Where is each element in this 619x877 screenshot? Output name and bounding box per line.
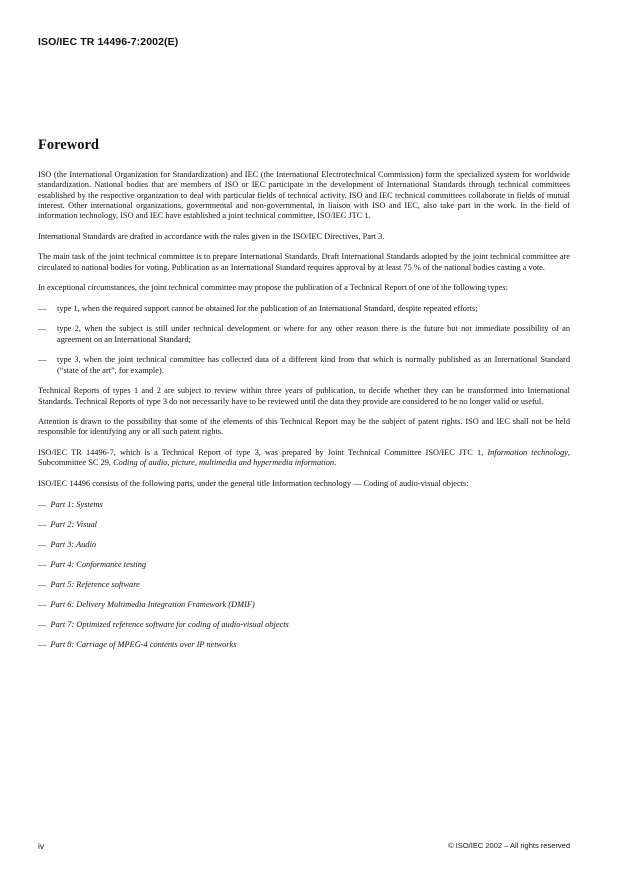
dash-marker: —: [38, 559, 47, 569]
part-item: [38, 620, 570, 630]
part-item-text: Part 3: Audio: [50, 539, 97, 549]
parts-list: [38, 500, 570, 651]
part-item: [38, 560, 570, 570]
part-item: [38, 580, 570, 590]
prepared-text: .: [334, 458, 337, 468]
dash-marker: —: [38, 355, 47, 365]
copyright-notice: © ISO/IEC 2002 – All rights reserved: [448, 841, 570, 850]
paragraph-prepared-by: [38, 448, 570, 469]
part-item: [38, 540, 570, 550]
part-item-text: Part 1: Systems: [50, 499, 103, 509]
prepared-text: , Subcommittee SC 29,: [38, 448, 570, 468]
dash-marker: —: [38, 600, 47, 610]
part-item-text: Part 6: Delivery Multimedia Integration Framework (DMIF): [50, 600, 255, 610]
dash-marker: —: [38, 539, 47, 549]
prepared-text: ISO/IEC TR 14496-7, which is a Technical Report of type 3, was prepared by Joint Technical Committee ISO/IEC JTC 1,: [38, 448, 488, 458]
dash-marker: —: [38, 580, 47, 590]
page-title: Foreword: [38, 137, 99, 153]
dash-marker: —: [38, 324, 47, 334]
part-item: [38, 520, 570, 530]
type-item-text: type 1, when the required support cannot be obtained for the publication of an International Standard, despite repeated efforts;: [57, 303, 478, 313]
paragraph-exceptional: In exceptional circumstances, the joint technical committee may propose the publication of a Technical Report of one of the following types:: [38, 283, 508, 293]
dash-marker: —: [38, 499, 47, 509]
paragraph-review: Technical Reports of types 1 and 2 are subject to review within three years of publication, to decide whether they can be transformed into International Standards. Technical Reports of type 3 do not necessarily have to be reviewed until the data they provide are considered to be no longer valid or useful.: [38, 386, 570, 406]
part-item-text: Part 4: Conformance testing: [50, 559, 147, 569]
part-item-text: Part 2: Visual: [50, 519, 98, 529]
foreword-body: [38, 170, 570, 661]
part-item: [38, 500, 570, 510]
prepared-italic-subcommittee: Coding of audio, picture, multimedia and hypermedia information: [113, 458, 335, 468]
paragraph-parts-intro: ISO/IEC 14496 consists of the following parts, under the general title Information technology — Coding of audio-visual objects:: [38, 478, 469, 488]
paragraph-directives: International Standards are drafted in accordance with the rules given in the ISO/IEC Directives, Part 3.: [38, 231, 385, 241]
paragraph-patent: Attention is drawn to the possibility that some of the elements of this Technical Report may be the subject of patent rights. ISO and IEC shall not be held responsible for identifying any or all such patent rights.: [38, 417, 570, 437]
type-item: [38, 355, 570, 376]
part-item: [38, 640, 570, 650]
dash-marker: —: [38, 303, 47, 313]
dash-marker: —: [38, 620, 47, 630]
type-item-text: type 2, when the subject is still under technical development or where for any other reason there is the future but not immediate possibility of an agreement on an International Standard;: [57, 324, 570, 344]
part-item-text: Part 8: Carriage of MPEG-4 contents over IP networks: [50, 640, 237, 650]
paragraph-main-task: The main task of the joint technical committee is to prepare International Standards. Draft International Standards adopted by the joint technical committee are circulated to national bodies for voting. Publication as an International Standard requires approval by at least 75 % of the national bodies casting a vote.: [38, 252, 570, 272]
part-item: [38, 600, 570, 610]
dash-marker: —: [38, 640, 47, 650]
type-item: [38, 324, 570, 345]
paragraph-organizations: ISO (the International Organization for Standardization) and IEC (the International Electrotechnical Commission) form the specialized system for worldwide standardization. National bodies that are members of ISO or IEC participate in the development of International Standards through technical committees established by the respective organization to deal with particular fields of technical activity. ISO and IEC technical committees collaborate in fields of mutual interest. Other international organizations, governmental and non-governmental, in liaison with ISO and IEC, also take part in the work. In the field of information technology, ISO and IEC have established a joint technical committee, ISO/IEC JTC 1.: [38, 170, 570, 221]
part-item-text: Part 5: Reference software: [50, 580, 140, 590]
document-identifier: ISO/IEC TR 14496-7:2002(E): [38, 36, 179, 48]
prepared-italic-field: Information technology: [487, 448, 568, 458]
page-number: iv: [38, 841, 45, 851]
part-item-text: Part 7: Optimized reference software for coding of audio-visual objects: [50, 620, 289, 630]
dash-marker: —: [38, 519, 47, 529]
type-item-text: type 3, when the joint technical committee has collected data of a different kind from that which is normally published as an International Standard (“state of the art”, for example).: [57, 355, 570, 375]
type-item: [38, 304, 570, 314]
